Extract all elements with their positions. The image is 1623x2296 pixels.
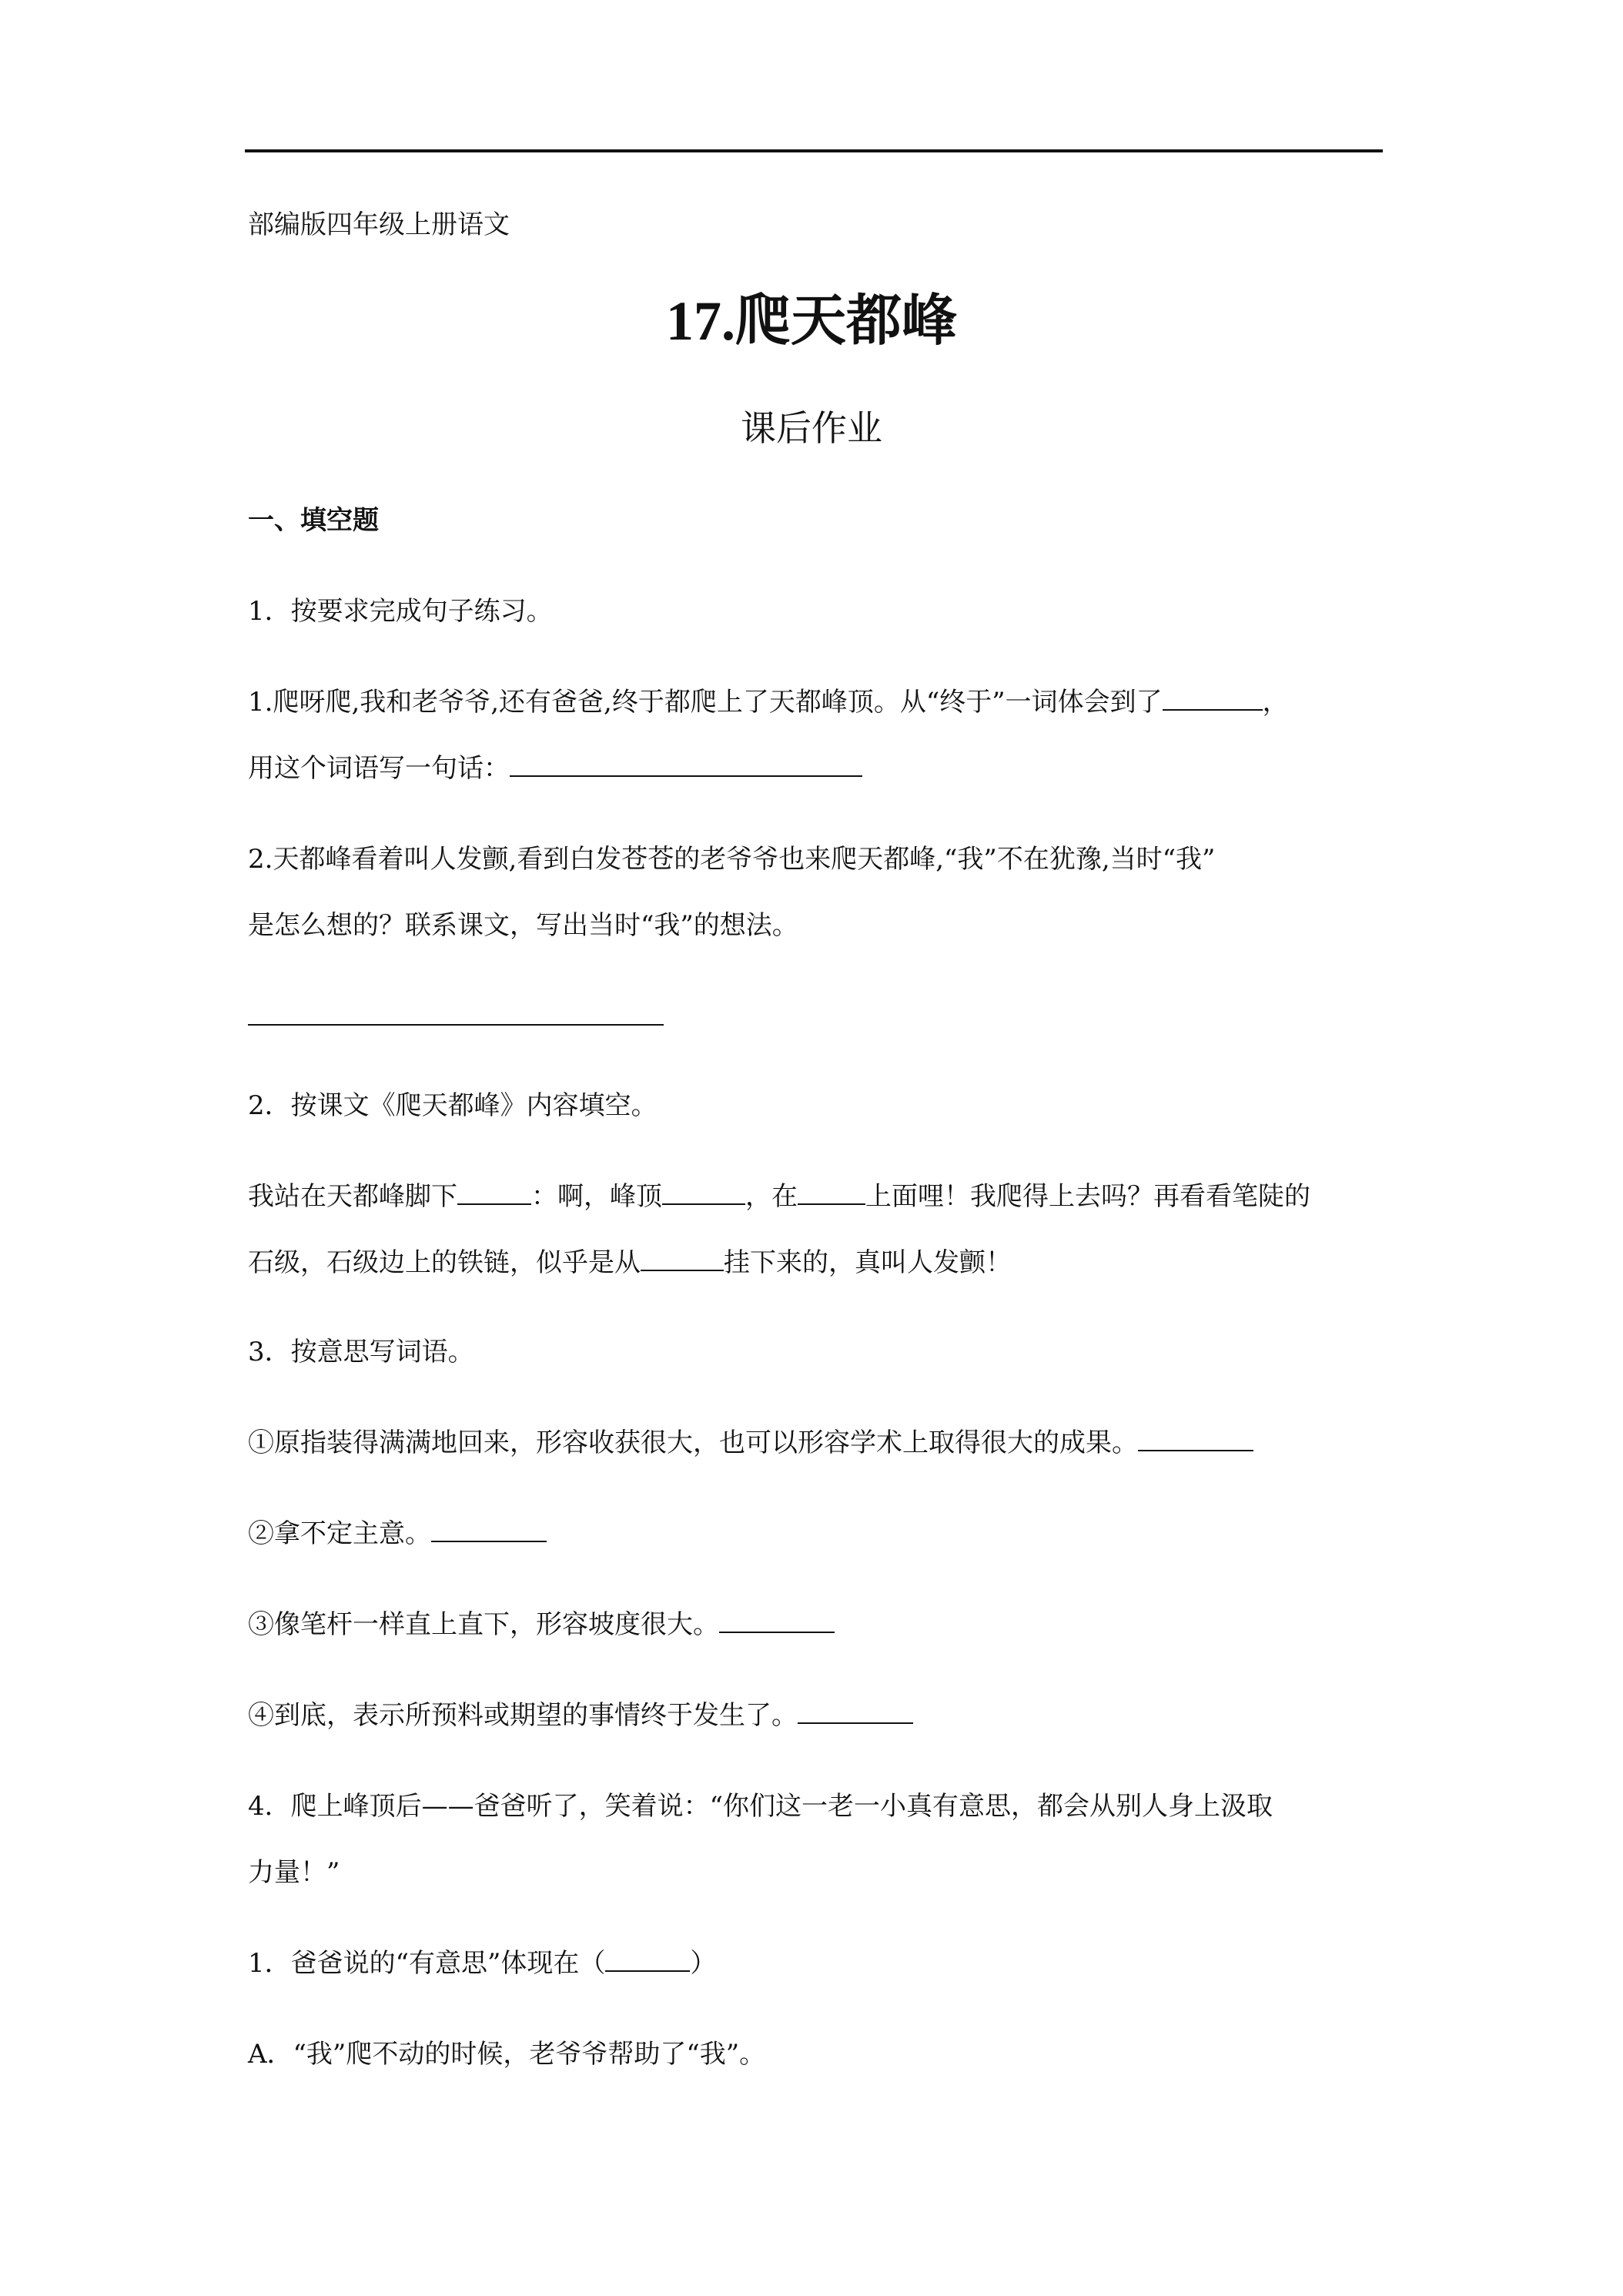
q3-item-4 (248, 1699, 1395, 1732)
q3-item-1 (248, 1426, 1395, 1460)
answer-blank[interactable] (662, 1180, 745, 1205)
answer-blank[interactable] (719, 1608, 835, 1633)
answer-blank[interactable] (798, 1180, 865, 1205)
q3-item-3 (248, 1608, 1395, 1642)
q2-text-b: ：啊，峰顶 (531, 1181, 662, 1212)
q1-sub1-line2-text: 用这个词语写一句话： (248, 753, 510, 784)
answer-blank[interactable] (798, 1699, 913, 1724)
q2-prompt: 2．按课文《爬天都峰》内容填空。 (248, 1090, 658, 1121)
q3-item-text: ④到底，表示所预料或期望的事情终于发生了。 (248, 1700, 798, 1731)
q1-prompt: 1．按要求完成句子练习。 (248, 596, 553, 627)
answer-blank[interactable] (431, 1518, 547, 1542)
q1-sub1-comma: ， (1262, 687, 1289, 718)
answer-blank[interactable] (510, 752, 862, 777)
q4-option-a: A．“我”爬不动的时候，老爷爷帮助了“我”。 (248, 2039, 766, 2070)
answer-blank[interactable] (1163, 686, 1263, 711)
q2-text-a: 我站在天都峰脚下 (248, 1181, 457, 1212)
answer-blank[interactable] (457, 1180, 531, 1205)
q4-sub1 (248, 1946, 1395, 1980)
q1-sub1-text: 1.爬呀爬,我和老爷爷,还有爸爸,终于都爬上了天都峰顶。从“终于”一词体会到了 (248, 687, 1163, 718)
q2-text-c: ，在 (745, 1181, 798, 1212)
answer-line[interactable] (248, 1024, 664, 1026)
q3-item-text: ①原指装得满满地回来，形容收获很大，也可以形容学术上取得很大的成果。 (248, 1427, 1138, 1458)
q2-line2 (248, 1246, 1395, 1280)
q4-sub1-text: 1．爸爸说的“有意思”体现在（ (248, 1948, 606, 1979)
q1-sub1-line1 (248, 685, 1395, 719)
q3-item-2 (248, 1517, 1395, 1551)
q4-prompt-line1: 4．爬上峰顶后——爸爸听了，笑着说：“你们这一老一小真有意思，都会从别人身上汲取 (248, 1791, 1273, 1822)
q2-text-e: 石级，石级边上的铁链，似乎是从 (248, 1247, 641, 1278)
q1-sub2-line2: 是怎么想的？联系课文，写出当时“我”的想法。 (248, 910, 798, 941)
q4-sub1-close: ） (690, 1948, 717, 1979)
q1-sub1-line2 (248, 751, 1395, 785)
q2-text-f: 挂下来的，真叫人发颤！ (724, 1247, 1012, 1278)
answer-blank[interactable] (1138, 1427, 1253, 1451)
header-rule (245, 149, 1383, 152)
page-title: 17.爬天都峰 (665, 290, 957, 352)
answer-blank[interactable] (605, 1947, 690, 1972)
q3-item-text: ②拿不定主意。 (248, 1518, 431, 1549)
answer-blank[interactable] (641, 1247, 724, 1271)
q4-prompt-line2: 力量！” (248, 1857, 340, 1888)
q2-line1 (248, 1180, 1395, 1213)
subject-label: 部编版四年级上册语文 (248, 209, 510, 240)
page-subtitle: 课后作业 (741, 407, 882, 449)
q1-sub2-line1: 2.天都峰看着叫人发颤,看到白发苍苍的老爷爷也来爬天都峰,“我”不在犹豫,当时“我” (248, 844, 1216, 875)
q3-prompt: 3．按意思写词语。 (248, 1337, 474, 1367)
q3-item-text: ③像笔杆一样直上直下，形容坡度很大。 (248, 1609, 719, 1640)
q2-text-d: 上面哩！我爬得上去吗？再看看笔陡的 (865, 1181, 1310, 1212)
section-heading-fill-blank: 一、填空题 (248, 505, 379, 536)
